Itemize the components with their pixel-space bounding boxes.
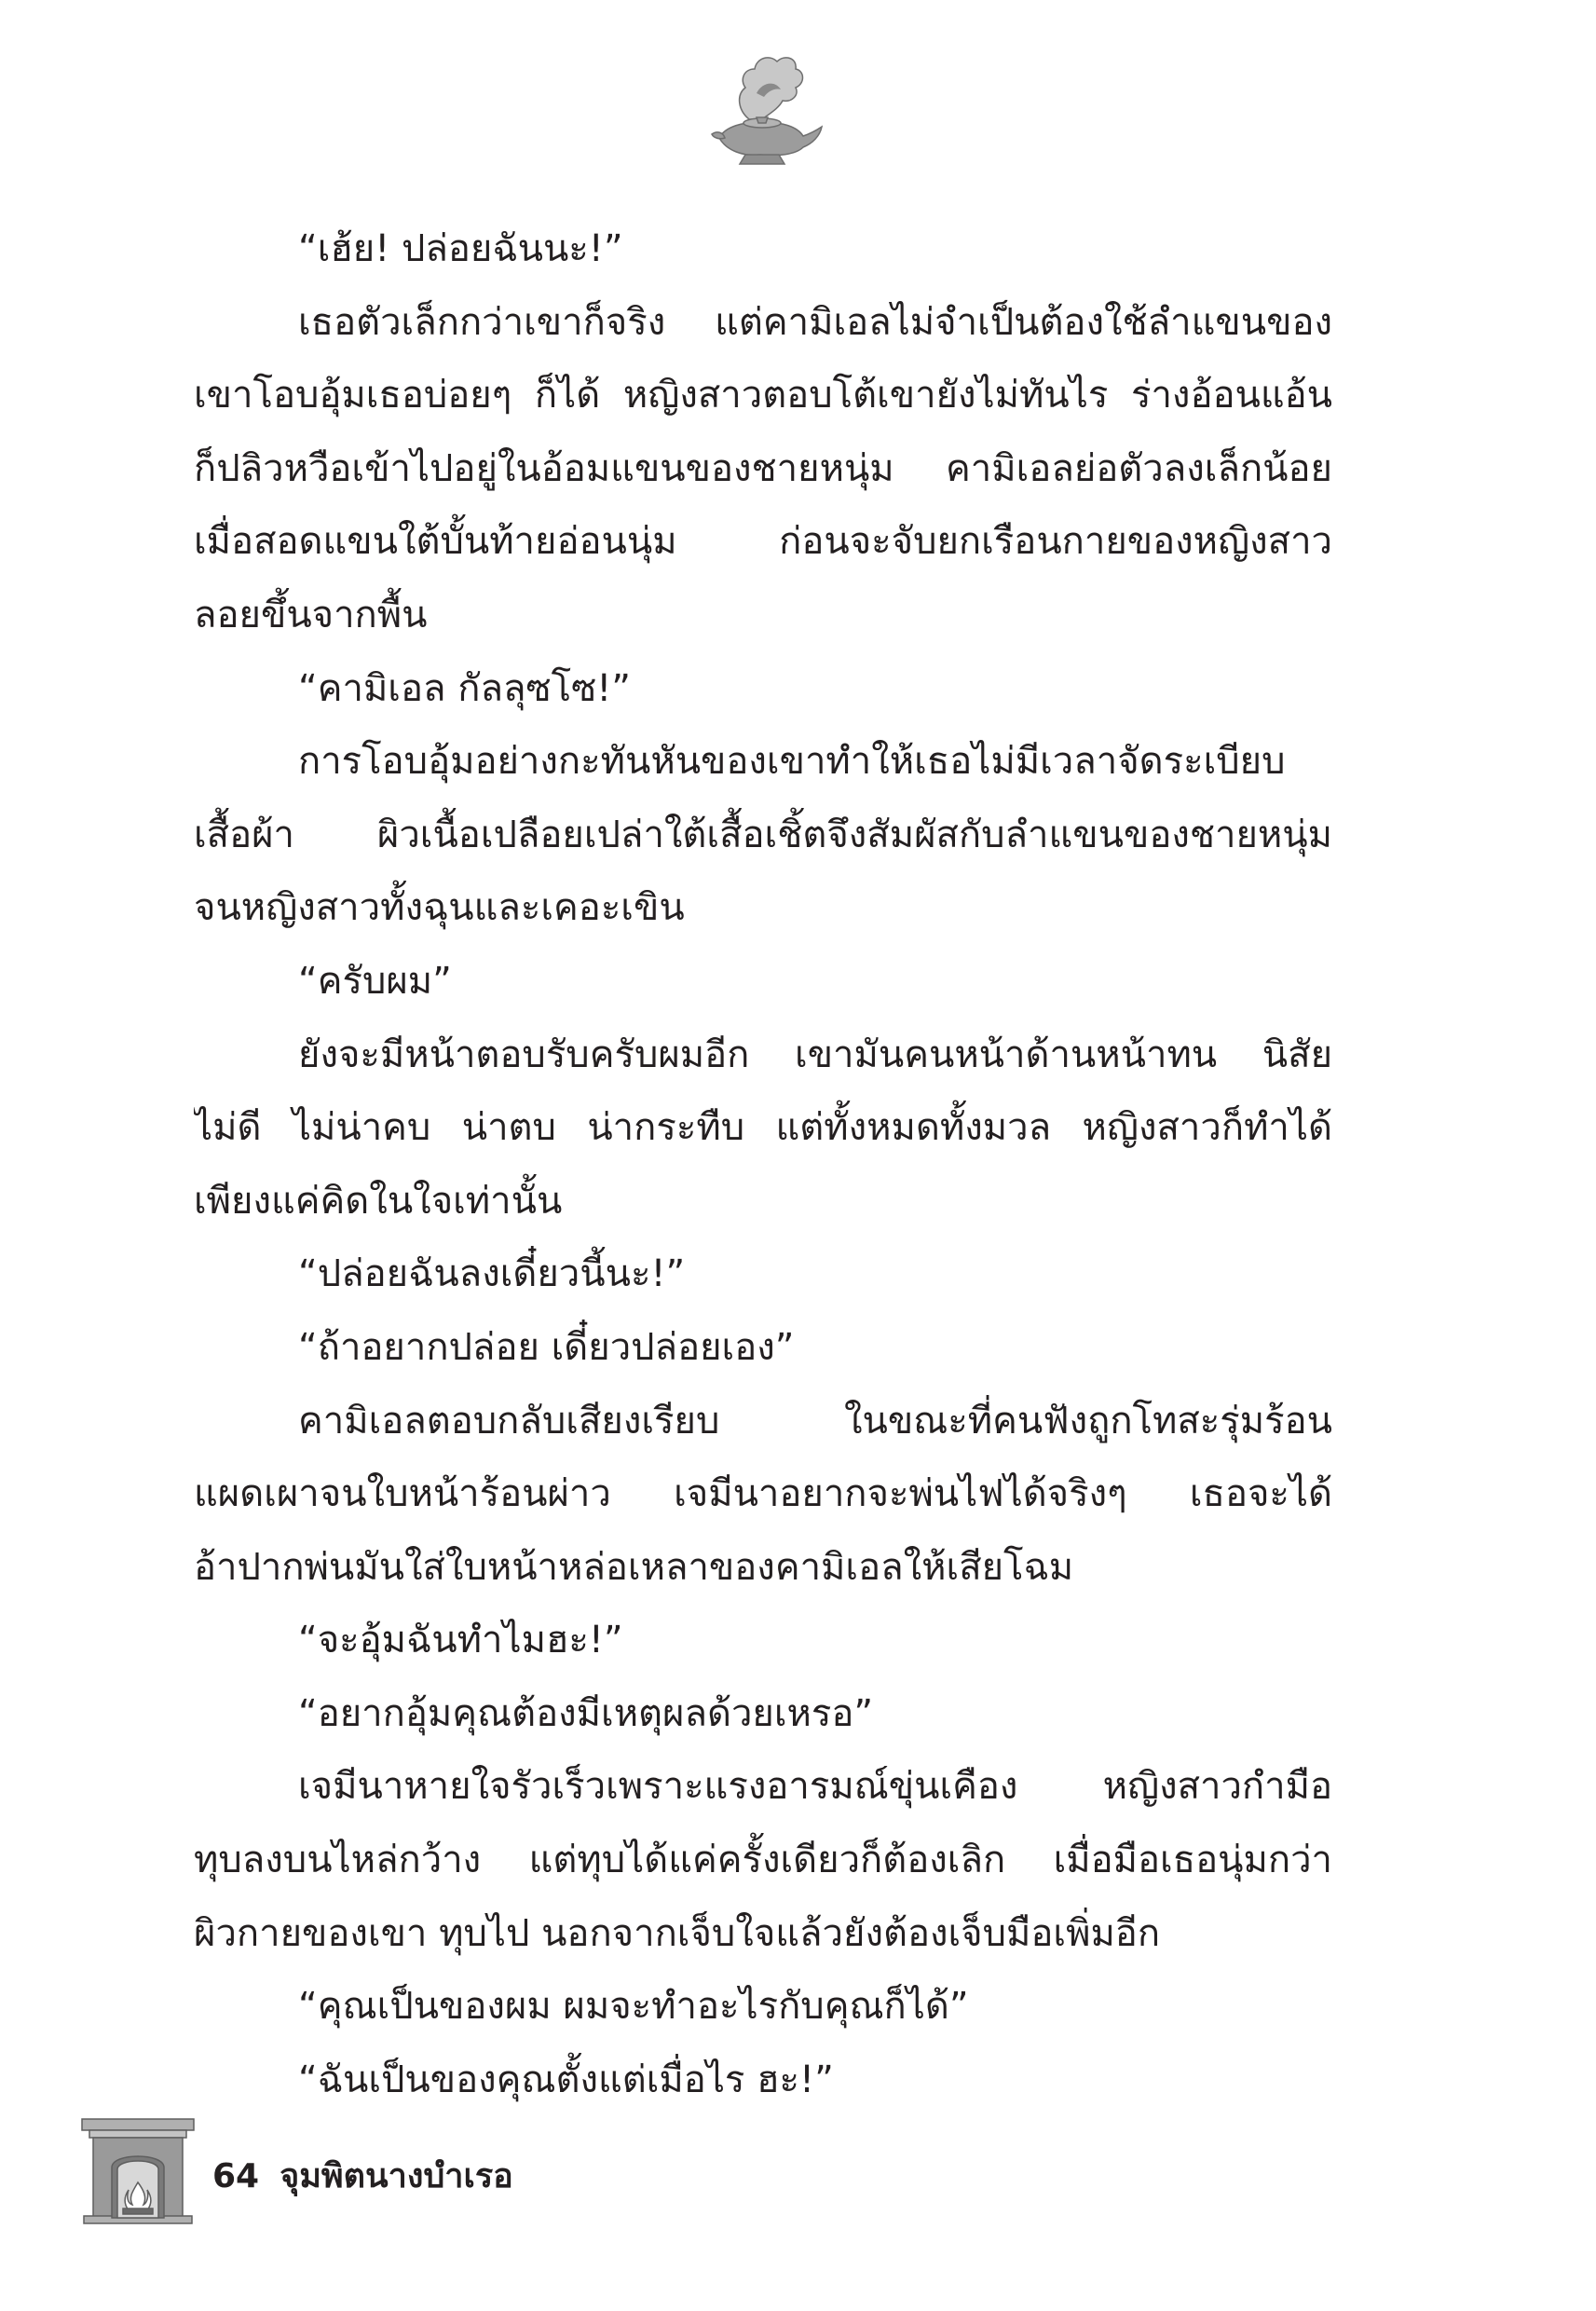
text-line: “ครับผม” (298, 959, 452, 1003)
text-line: เขาโอบอุ้มเธอบ่อยๆ ก็ได้ หญิงสาวตอบโต้เขายังไม่ทันไร ร่างอ้อนแอ้น (194, 374, 1332, 417)
text-line: เสื้อผ้า ผิวเนื้อเปลือยเปล่าใต้เสื้อเชิ้ตจึงสัมผัสกับลำแขนของชายหนุ่ม (194, 813, 1332, 856)
text-line: “เฮ้ย! ปล่อยฉันนะ!” (298, 227, 623, 270)
text-line: เจมีนาหายใจรัวเร็วเพราะแรงอารมณ์ขุ่นเคือง หญิงสาวกำมือ (298, 1765, 1332, 1809)
text-line: เธอตัวเล็กกว่าเขาก็จริง แต่คามิเอลไม่จำเป็นต้องใช้ลำแขนของ (298, 300, 1332, 344)
text-line: “ถ้าอยากปล่อย เดี๋ยวปล่อยเอง” (298, 1325, 795, 1369)
text-line: “ฉันเป็นของคุณตั้งแต่เมื่อไร ฮะ!” (298, 2058, 834, 2101)
text-line: “คุณเป็นของผม ผมจะทำอะไรกับคุณก็ได้” (298, 1985, 969, 2029)
text-line: เพียงแค่คิดในใจเท่านั้น (194, 1179, 563, 1223)
page-footer (212, 2154, 513, 2199)
text-line: “จะอุ้มฉันทำไมฮะ!” (298, 1619, 623, 1662)
body-text (194, 212, 1332, 2116)
text-line: อ้าปากพ่นมันใส่ใบหน้าหล่อเหลาของคามิเอลให้เสียโฉม (194, 1545, 1074, 1589)
text-line: ยังจะมีหน้าตอบรับครับผมอีก เขามันคนหน้าด้านหน้าทน นิสัย (298, 1032, 1332, 1076)
text-line: ก็ปลิวหวือเข้าไปอยู่ในอ้อมแขนของชายหนุ่ม คามิเอลย่อตัวลงเล็กน้อย (194, 446, 1332, 490)
text-line: การโอบอุ้มอย่างกะทันหันของเขาทำให้เธอไม่มีเวลาจัดระเบียบ (298, 740, 1286, 784)
text-line: ผิวกายของเขา ทุบไป นอกจากเจ็บใจแล้วยังต้องเจ็บมือเพิ่มอีก (194, 1911, 1161, 1955)
page-number: 64 (212, 2157, 260, 2195)
genie-lamp-icon (691, 37, 831, 177)
book-title: จุมพิตนางบำเรอ (280, 2157, 513, 2195)
fireplace-icon (80, 2115, 196, 2225)
text-line: “คามิเอล กัลลุซโซ!” (298, 666, 632, 710)
text-line: จนหญิงสาวทั้งฉุนและเคอะเขิน (194, 886, 685, 930)
text-line: ไม่ดี ไม่น่าคบ น่าตบ น่ากระทืบ แต่ทั้งหมดทั้งมวล หญิงสาวก็ทำได้ (194, 1106, 1332, 1150)
text-line: คามิเอลตอบกลับเสียงเรียบ ในขณะที่คนฟังถูกโทสะรุ่มร้อน (298, 1399, 1332, 1443)
text-line: “อยากอุ้มคุณต้องมีเหตุผลด้วยเหรอ” (298, 1691, 874, 1735)
text-line: แผดเผาจนใบหน้าร้อนผ่าว เจมีนาอยากจะพ่นไฟได้จริงๆ เธอจะได้ (194, 1472, 1332, 1516)
text-line: “ปล่อยฉันลงเดี๋ยวนี้นะ!” (298, 1252, 686, 1296)
text-line: ทุบลงบนไหล่กว้าง แต่ทุบได้แค่ครั้งเดียวก็ต้องเลิก เมื่อมือเธอนุ่มกว่า (194, 1839, 1332, 1882)
text-line: ลอยขึ้นจากพื้น (194, 593, 428, 636)
text-line: เมื่อสอดแขนใต้บั้นท้ายอ่อนนุ่ม ก่อนจะจับยกเรือนกายของหญิงสาว (194, 520, 1332, 564)
